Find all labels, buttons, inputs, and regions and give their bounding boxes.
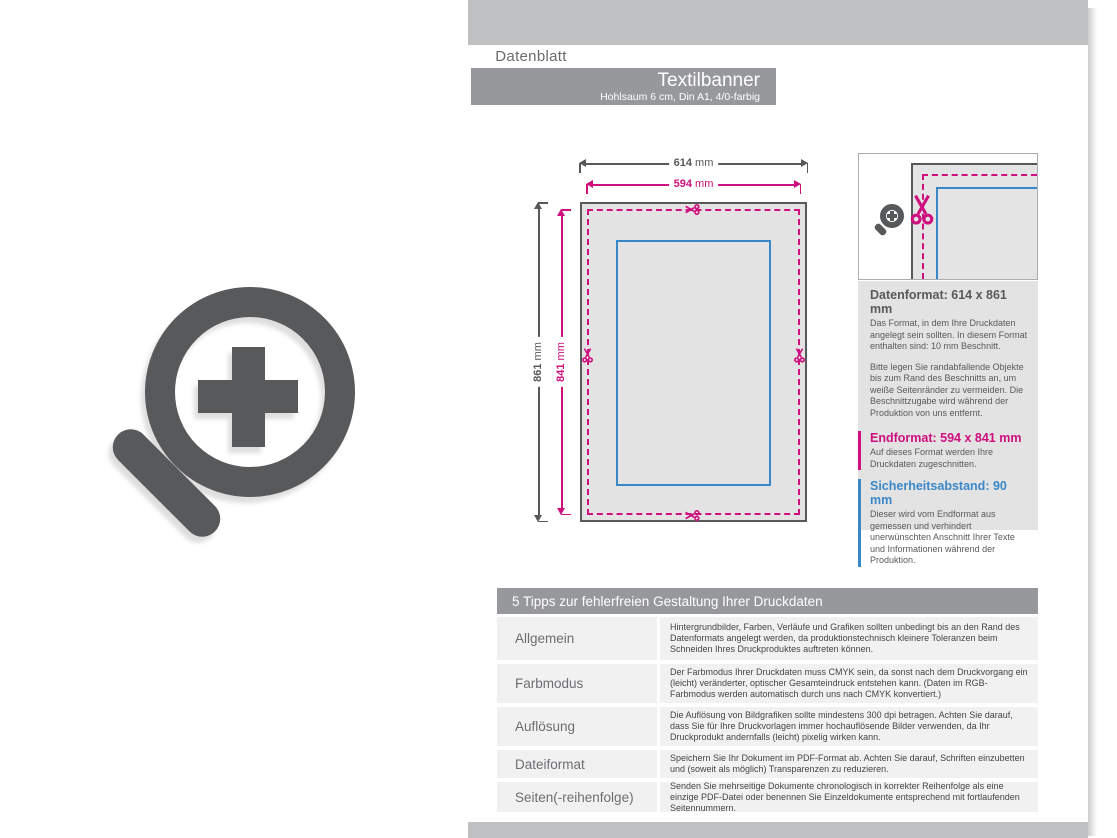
table-row: [497, 664, 1038, 703]
scissors-icon: [685, 508, 700, 523]
scissors-icon: [792, 348, 807, 363]
dimension-width-outer: [579, 155, 808, 171]
scissors-icon: [580, 348, 595, 363]
tip-row-text-content: Die Auflösung von Bildgrafiken sollte mindestens 300 dpi betragen. Achten Sie darauf, dass Sie für Ihre Druckvorlagen immer hochauflösende Bilder verwenden, da Ihr Druckprodukt andernfalls (leicht) pixelig wirken kann.: [670, 710, 1013, 742]
preview-safety-line-v: [936, 187, 938, 279]
dimension-value: 861: [532, 363, 544, 382]
page-top-band: [468, 0, 1088, 45]
tip-row-label: Auflösung: [497, 707, 657, 746]
dimension-tick: [800, 184, 802, 194]
scissors-icon: [909, 194, 935, 226]
dimension-label: [531, 337, 545, 387]
product-title: Textilbanner: [657, 70, 760, 91]
datasheet-tab-label: Datenblatt: [495, 48, 567, 65]
dimension-unit: mm: [532, 342, 544, 361]
product-titlebar: [471, 68, 776, 105]
page-edge-shadow: [1088, 8, 1097, 836]
tip-row-label: Allgemein: [497, 617, 657, 660]
dimension-unit: mm: [695, 157, 714, 169]
magnifier-plus-bar-v: [890, 211, 894, 221]
dimension-tick: [561, 209, 571, 211]
datasheet-tab: [471, 45, 591, 68]
datenformat-heading: Datenformat: 614 x 861 mm: [870, 288, 1007, 316]
preview-safety-line-h: [936, 187, 1037, 189]
table-row: [497, 707, 1038, 746]
tip-row-text: [660, 707, 1038, 746]
dimension-tick: [538, 521, 548, 523]
sicherheitsabstand-heading: Sicherheitsabstand: 90 mm: [870, 479, 1007, 507]
dimension-width-inner: [586, 176, 801, 192]
tips-table: [497, 617, 1038, 816]
dimension-unit: mm: [555, 342, 567, 361]
preview-cut-line-h: [922, 174, 1037, 176]
tip-row-text: [660, 664, 1038, 703]
preview-cut-line-v: [922, 174, 924, 279]
dimension-value: 841: [555, 363, 567, 382]
dimension-tick: [561, 514, 571, 516]
tip-row-text: [660, 617, 1038, 660]
endformat-block: [858, 431, 1028, 470]
endformat-heading: Endformat: 594 x 841 mm: [870, 431, 1022, 445]
sicherheitsabstand-block: [858, 479, 1028, 567]
dimension-label: [669, 178, 719, 190]
sicherheitsabstand-paragraph: Dieser wird vom Endformat aus gemessen und verhindert unerwünschten Anschnitt Ihrer Texte und Informationen während der Produktion.: [870, 509, 1015, 565]
dimension-height-inner: [553, 209, 569, 515]
tips-header-label: 5 Tipps zur fehlerfreien Gestaltung Ihrer Druckdaten: [512, 593, 823, 609]
magnifier-plus-icon: [874, 204, 906, 236]
tip-row-label: Farbmodus: [497, 664, 657, 703]
safety-margin-rect: [616, 240, 771, 486]
tips-header: [497, 588, 1038, 614]
dimension-tick: [807, 163, 809, 173]
corner-zoom-preview: [858, 153, 1038, 280]
dimension-height-outer: [530, 202, 546, 522]
dimension-value: 614: [673, 157, 692, 169]
tip-row-text-content: Hintergrundbilder, Farben, Verläufe und Grafiken sollten unbedingt bis an den Rand des Datenformats angelegt werden, da produktionstechnisch kleinere Toleranzen beim Schneiden Ihres Druckproduktes auftreten können.: [670, 622, 1020, 654]
magnifier-plus-bar-v: [232, 347, 265, 447]
table-row: [497, 782, 1038, 812]
page-bottom-band: [468, 822, 1088, 838]
tip-row-text-content: Senden Sie mehrseitige Dokumente chronologisch in korrekter Reihenfolge als eine einzige PDF-Datei oder benennen Sie Einzeldokumente entsprechend mit fortlaufenden Seitennummern.: [670, 780, 1020, 813]
tip-row-text-content: Der Farbmodus Ihrer Druckdaten muss CMYK sein, da sonst nach dem Druckvorgang ein (leicht) veränderter, optischer Gesamteindruck entstehen kann. (Daten im RGB-Farbmodus werden automatisch durch uns nach CMYK konvertiert.): [670, 667, 1028, 699]
dimension-label: [669, 157, 719, 169]
tip-row-text: [660, 782, 1038, 812]
tip-row-text-content: Speichern Sie Ihr Dokument im PDF-Format ab. Achten Sie darauf, Schriften einzubetten und (soweit als möglich) Transparenzen zu reduzieren.: [670, 753, 1025, 774]
table-row: [497, 750, 1038, 778]
tip-row-label: Dateiformat: [497, 750, 657, 778]
table-row: [497, 617, 1038, 660]
endformat-paragraph: Auf dieses Format werden Ihre Druckdaten zugeschnitten.: [870, 447, 994, 469]
tip-row-label: Seiten(-reihenfolge): [497, 782, 657, 812]
product-subtitle: Hohlsaum 6 cm, Din A1, 4/0-farbig: [600, 91, 760, 103]
dimension-label: [554, 337, 568, 387]
scissors-icon: [685, 202, 700, 217]
dimension-tick: [586, 184, 588, 194]
datenformat-paragraph-1: Das Format, in dem Ihre Druckdaten angelegt sein sollten. In diesem Format enthalten sind: 10 mm Beschnitt.: [870, 318, 1028, 351]
format-info-panel: [858, 281, 1038, 565]
dimension-value: 594: [673, 178, 692, 190]
datenformat-paragraph-2: Bitte legen Sie randabfallende Objekte bis zum Rand des Beschnitts an, um weiße Seitenränder zu vermeiden. Die Beschnittzugabe wird während der Produktion von uns entfernt.: [870, 361, 1024, 418]
tip-row-text: [660, 750, 1038, 778]
dimension-unit: mm: [695, 178, 714, 190]
dimension-tick: [579, 163, 581, 173]
dimension-tick: [538, 202, 548, 204]
